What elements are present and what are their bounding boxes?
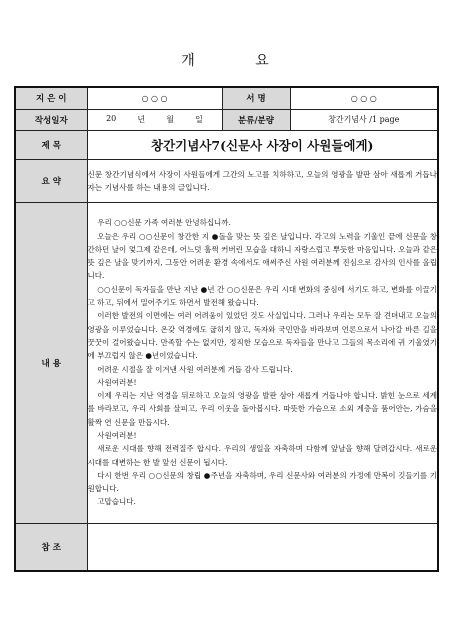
writer-label: 지 은 이 (15, 87, 87, 109)
content-paragraph: 다시 한번 우리 ○○신문의 창립 ●주년을 자축하며, 우리 신문사와 여러분의 가정에 만복이 깃들기를 기원합니다. (87, 470, 437, 494)
signature-value[interactable]: ○ ○ ○ (290, 87, 438, 109)
writer-value[interactable]: ○ ○ ○ (87, 87, 222, 109)
writer-row (15, 87, 438, 109)
date-value[interactable] (87, 109, 222, 130)
content-row (15, 202, 438, 523)
content-paragraph: ○○신문이 독자들을 만난 지난 ●년 간 ○○신문은 우리 시대 변화의 중심에 서기도 하고, 변화를 이끌기고 하고, 뒤에서 밀어주기도 하면서 발전해 왔습니다. (87, 284, 437, 308)
summary-value[interactable]: 신문 창간기념식에서 사장이 사원들에게 그간의 노고를 치하하고, 오늘의 영광을 발판 삼아 새롭게 거듭나자는 기념사를 하는 내용의 글입니다. (87, 159, 438, 202)
notes-row (15, 523, 438, 571)
signature-label: 서 명 (222, 87, 290, 109)
subject-row (15, 130, 438, 159)
content-paragraph: 사원여러분! (97, 377, 137, 387)
summary-label: 요 약 (15, 159, 87, 202)
content-paragraph: 새로운 시대를 향해 전력질주 합시다. 우리의 생일을 자축하며 다함께 앞날을 향해 달려갑시다. 새로운 시대를 대변하는 한 발 앞선 신문이 됩시다. (87, 444, 437, 467)
category-value[interactable]: 창간기념사 /1 page (290, 109, 438, 130)
content-body[interactable] (87, 202, 438, 523)
notes-value[interactable] (87, 523, 438, 571)
content-label: 내 용 (15, 202, 87, 523)
content-paragraph: 이러한 발전의 이면에는 여러 어려움이 있었던 것도 사실입니다. 그러나 우리는 모두 잘 견뎌내고 오늘의 영광을 이루었습니다. 온갖 역경에도 굽히지 않고, 독자와 국민만을 바라보며 언론으로서 나아갈 바른 길을 꿋꿋이 걸어왔습니다. 만족할 수는 없지만, 정직한 모습으로 독자들을 만나고 그들의 목소리에 귀 기울였기에 부끄럽지 않은 ●년이었습니다. (87, 311, 437, 361)
category-label: 분류/분량 (222, 109, 290, 130)
date-label: 작성일자 (15, 109, 87, 130)
content-paragraph: 어려운 시절을 잘 이겨낸 사원 여러분께 거듭 감사 드립니다. (97, 364, 293, 374)
date-year-unit: 년 (137, 115, 146, 124)
content-paragraph: 사원여러분! (97, 430, 137, 440)
content-paragraph: 우리 ○○신문 가족 여러분 안녕하십니까. (97, 218, 231, 228)
notes-label: 참 조 (15, 523, 87, 571)
content-paragraph: 고맙습니다. (97, 497, 136, 507)
summary-row (15, 159, 438, 202)
subject-label: 제 목 (15, 130, 87, 159)
date-year: 20 (106, 114, 117, 123)
document-title: 개 요 (181, 53, 297, 69)
content-paragraph: 오늘은 우리 ○○신문이 창간한 지 ●돌을 맞는 뜻 깊은 날입니다. 각고의 노력을 기울인 끝에 신문을 창간하던 날이 엊그제 같은데, 어느덧 훌쩍 커버린 모습을 대하니 자랑스럽고 뿌듯한 마음입니다. 오늘과 같은 뜻 깊은 날을 맞기까지, 그동안 어려운 환경 속에서도 애써주신 사원 여러분께 진심으로 감사의 인사를 올립니다. (87, 231, 437, 281)
content-paragraph: 이제 우리는 지난 역경을 뒤로하고 오늘의 영광을 발판 삼아 새롭게 거듭나야 합니다. 밝힌 눈으로 세계를 바라보고, 우리 사회를 살피고, 우리 이웃을 돌아봅시다. 따뜻한 가슴으로 소외 계층을 품어안는, 가슴을 활짝 연 신문을 만듭시다. (87, 391, 437, 427)
overview-form (14, 86, 439, 572)
date-row (15, 109, 438, 130)
subject-value[interactable]: 창간기념사7(신문사 사장이 사원들에게) (87, 130, 438, 159)
date-day-unit: 일 (195, 115, 203, 124)
date-month-unit: 월 (166, 115, 174, 124)
